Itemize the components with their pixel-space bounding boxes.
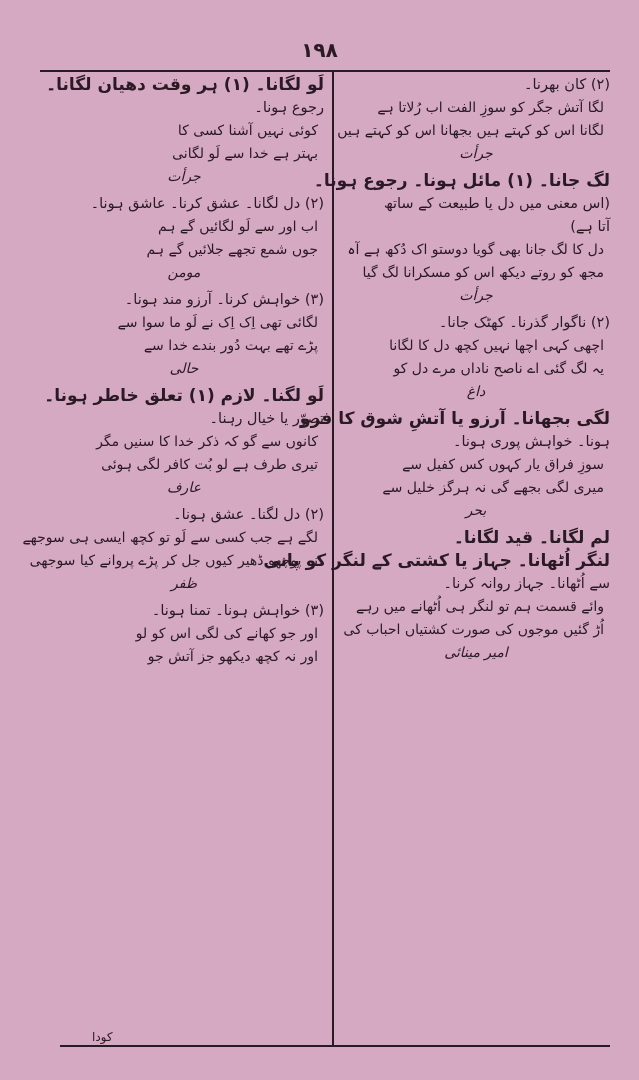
right-column-line: (اس معنی میں دل یا طبیعت کے ساتھ: [383, 196, 610, 212]
left-column-line: بہتر ہے خدا سے لَو لگانی: [172, 146, 318, 162]
left-column-line: مومن: [167, 265, 201, 281]
left-column-line: اور نہ کچھ دیکھو جز آتش جو: [147, 649, 318, 665]
left-column-line: (۲) دل لگنا۔ عشق ہونا۔: [173, 507, 324, 523]
right-column-line: بحر: [465, 503, 487, 519]
top-rule: [40, 70, 610, 72]
left-column-line: رجوع ہونا۔: [254, 100, 324, 116]
bottom-rule: [60, 1045, 610, 1047]
left-column-line: عارف: [167, 480, 201, 496]
right-column-line: وائے قسمت ہم تو لنگر ہی اُٹھانے میں رہے: [356, 599, 604, 615]
left-column-line: جرأت: [167, 169, 201, 185]
left-column-line: لَو لگانا۔ (۱) ہر وقت دھیان لگانا۔: [46, 75, 324, 95]
right-column-line: جرأت: [459, 146, 493, 162]
right-column-line: ہونا۔ خواہش پوری ہونا۔: [452, 434, 610, 450]
footer-mark: کودا: [92, 1030, 113, 1044]
right-column-line: آتا ہے): [570, 219, 610, 235]
right-column-line: سے اُٹھانا۔ جہاز روانہ کرنا۔: [443, 576, 610, 592]
right-column-line: لنگر اُٹھانا۔ جہاز یا کشتی کے لنگر کو پانی: [263, 551, 610, 571]
right-column-line: (۲) ناگوار گذرنا۔ کھٹک جانا۔: [438, 315, 610, 331]
right-column-line: سوزِ فراق یار کہوں کس کفیل سے: [402, 457, 604, 473]
left-column-line: پڑے تھے بہت دُور بندے خدا سے: [143, 338, 318, 354]
left-column-line: (۲) دل لگانا۔ عشق کرنا۔ عاشق ہونا۔: [90, 196, 324, 212]
right-column-line: میری لگی بجھے گی نہ ہرگز خلیل سے: [382, 480, 604, 496]
left-column-line: تصوّر یا خیال رہنا۔: [209, 411, 324, 427]
left-column-line: لَو لگنا۔ لازم (۱) تعلق خاطر ہونا۔: [44, 386, 324, 406]
right-column-line: لگ جانا۔ (۱) مائل ہونا۔ رجوع ہونا۔: [313, 171, 610, 191]
left-column-line: نہ پوچھو ڈھیر کیوں جل کر پڑے پروانے کیا سوجھی: [29, 553, 318, 569]
right-column-line: (۲) کان بھرنا۔: [524, 77, 610, 93]
left-column-line: (۳) خواہش کرنا۔ آرزو مند ہونا۔: [124, 292, 324, 308]
right-column-line: یہ لگ گئی اے ناصح ناداں مرے دل کو: [393, 361, 604, 377]
right-column-line: امیر مینائی: [444, 645, 508, 661]
right-column-line: اچھی کہی اچھا نہیں کچھ دل کا لگانا: [389, 338, 604, 354]
left-column-line: لگائی تھی اِک اِک نے لَو ما سوا سے: [117, 315, 318, 331]
left-column-line: کوئی نہیں آشنا کسی کا: [177, 123, 318, 139]
right-column-line: لم لگانا۔ قید لگانا۔: [453, 528, 610, 548]
right-column-line: داغ: [466, 384, 486, 400]
left-column-line: اور جو کھانے کی لگی اس کو لو: [135, 626, 318, 642]
left-column-line: ظفر: [171, 576, 197, 592]
left-column-line: کانوں سے گو کہ ذکر خدا کا سنیں مگر: [96, 434, 318, 450]
left-column-line: اب اور سے لَو لگائیں گے ہم: [157, 219, 318, 235]
left-column-line: تیری طرف ہے لو بُت کافر لگی ہوئی: [101, 457, 318, 473]
left-column-line: (۳) خواہش ہونا۔ تمنا ہونا۔: [151, 603, 324, 619]
page-number: ۱۹۸: [301, 38, 338, 62]
right-column-line: لگا آتش جگر کو سوزِ الفت اب رُلاتا ہے: [377, 100, 604, 116]
right-column-line: دل کا لگ جانا بھی گویا دوستو اک دُکھ ہے آہ: [347, 242, 604, 258]
right-column-line: اُڑ گئیں موجوں کی صورت کشتیاں احباب کی: [343, 622, 604, 638]
left-column-line: لگے ہے جب کسی سے لَو تو کچھ ایسی ہی سوجھے: [22, 530, 318, 546]
right-column-line: لگانا اس کو کہتے ہیں بجھانا اس کو کہتے ہیں: [337, 123, 604, 139]
right-column-line: مجھ کو روتے دیکھ اس کو مسکرانا لگ گیا: [362, 265, 604, 281]
left-column-line: حالی: [169, 361, 199, 377]
right-column-line: جرأت: [459, 288, 493, 304]
left-column: [22, 75, 324, 1038]
left-column-line: جوں شمع تجھے جلائیں گے ہم: [146, 242, 318, 258]
right-column-line: لگی بجھانا۔ آرزو یا آتشِ شوق کا فرو: [300, 409, 610, 429]
